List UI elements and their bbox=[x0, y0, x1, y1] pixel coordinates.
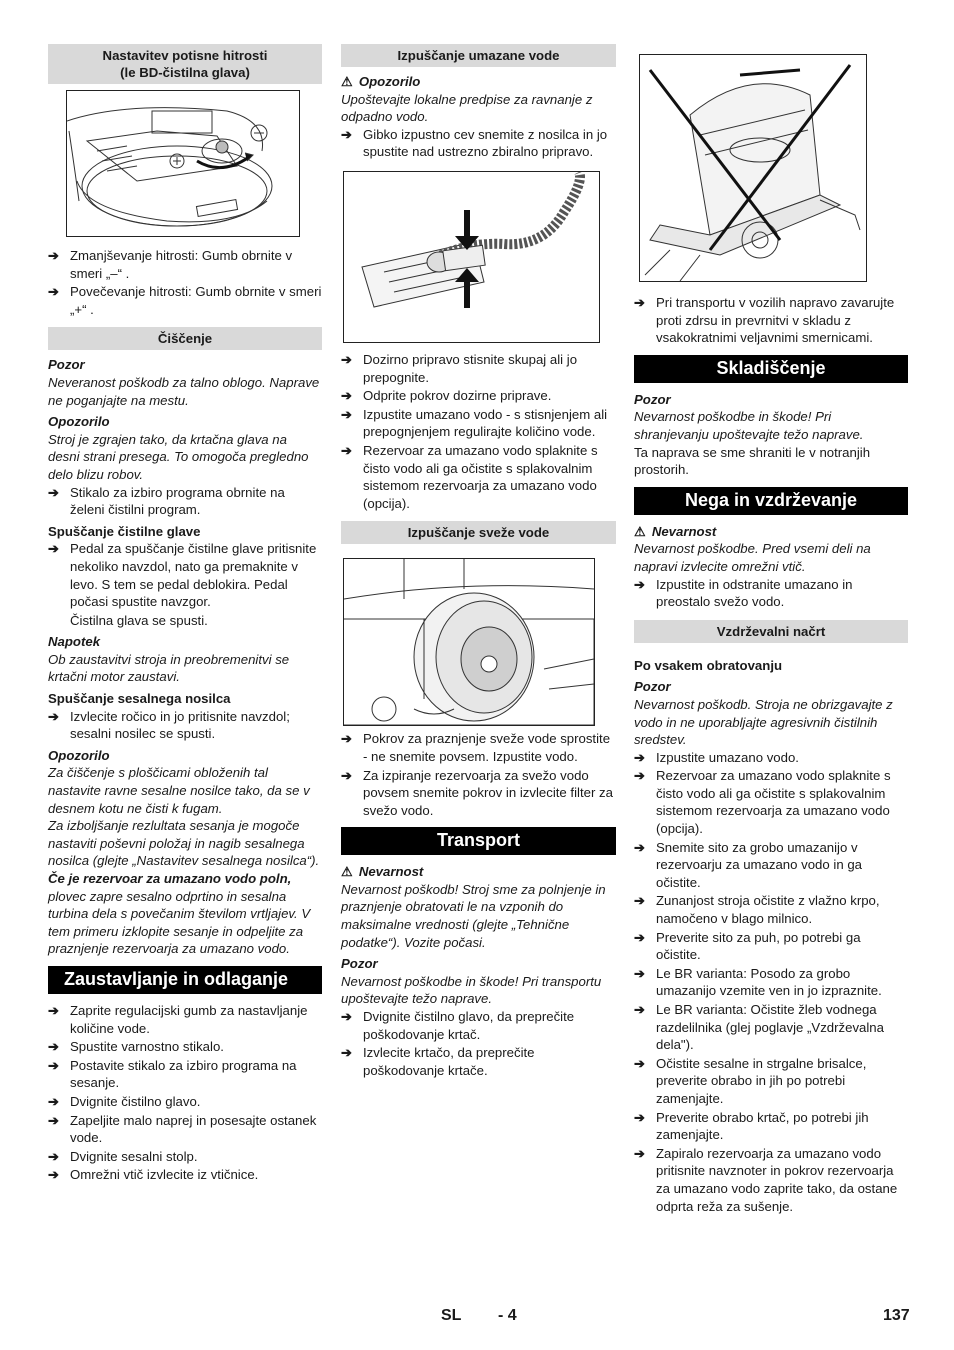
list-item: ➔ Dvignite sesalni stolp. bbox=[48, 1148, 198, 1164]
list-item: ➔ Zaprite regulacijski gumb za nastavljanje količine vode. bbox=[48, 1002, 308, 1036]
arrow-right-icon: ➔ bbox=[341, 1009, 353, 1025]
list-item: ➔ Zapiralo rezervoarja za umazano vodo pritisnite navznoter in pokrov rezervoarja za umazano vodo zaprite tako, da ostane odprta reža za sušenje. bbox=[634, 1145, 898, 1214]
figure-speed-knob bbox=[66, 90, 300, 237]
napotek-text: Ob zaustavitvi stroja in preobremenitvi se krtačni motor zaustavi. bbox=[48, 651, 290, 685]
arrow-right-icon: ➔ bbox=[341, 406, 353, 422]
arrow-right-icon: ➔ bbox=[341, 767, 353, 783]
arrow-right-icon: ➔ bbox=[48, 708, 60, 724]
list-item: ➔ Za izpiranje rezervoarja za svežo vodo povsem snemite pokrov in izvlecite filter za svežo vodo. bbox=[341, 767, 613, 818]
opozorilo-text: Stroj je zgrajen tako, da krtačna glava na desni strani presega. To omogoča pregledno delo blizu robov. bbox=[48, 431, 309, 482]
opozorilo-label: Opozorilo bbox=[48, 414, 110, 430]
arrow-right-icon: ➔ bbox=[48, 1057, 60, 1073]
column-3 bbox=[634, 44, 908, 1216]
arrow-right-icon: ➔ bbox=[634, 768, 646, 784]
list-item: ➔ Omrežni vtič izvlecite iz vtičnice. bbox=[48, 1167, 259, 1183]
warning-triangle-icon: ⚠ bbox=[634, 523, 646, 539]
list-item: ➔ Odprite pokrov dozirne priprave. bbox=[341, 388, 552, 404]
drain-hose-illustration bbox=[344, 172, 599, 342]
list-item: ➔ Spustite varnostno stikalo. bbox=[48, 1039, 224, 1055]
warning-triangle-icon: ⚠ bbox=[341, 864, 353, 880]
lower-suction-list bbox=[48, 708, 322, 743]
arrow-right-icon: ➔ bbox=[48, 541, 60, 557]
transport-list-3 bbox=[634, 294, 908, 347]
arrow-right-icon: ➔ bbox=[341, 351, 353, 367]
heading-lower-head: Spuščanje čistilne glave bbox=[48, 523, 201, 539]
arrow-right-icon: ➔ bbox=[48, 1002, 60, 1018]
opozorilo2-boldlead: Če je rezervoar za umazano vodo poln, bbox=[48, 871, 292, 886]
pozor2-text: Nevarnost poškodb. Stroja ne obrizgavajte z vodo in ne uporabljajte agresivnih čistilnih sredstev. bbox=[634, 696, 893, 748]
arrow-right-icon: ➔ bbox=[634, 965, 646, 981]
list-item: ➔ Stikalo za izbiro programa obrnite na želeni čistilni program. bbox=[48, 484, 285, 518]
heading-drain-dirty: Izpuščanje umazane vode bbox=[341, 44, 616, 67]
drain-fresh-list bbox=[341, 730, 616, 819]
arrow-right-icon: ➔ bbox=[48, 1112, 60, 1128]
column-2 bbox=[341, 44, 616, 1080]
list-item: ➔ Izpustite umazano vodo. bbox=[634, 749, 799, 765]
arrow-right-icon: ➔ bbox=[634, 929, 646, 945]
heading-care: Nega in vzdrževanje bbox=[634, 487, 908, 515]
footer-page-number: 137 bbox=[883, 1307, 910, 1324]
clean-list bbox=[48, 484, 322, 519]
figure-transport-straps bbox=[639, 54, 867, 282]
arrow-right-icon: ➔ bbox=[48, 1039, 60, 1055]
nevarnost-text: Nevarnost poškodbe. Pred vsemi deli na napravi izvlecite omrežni vtič. bbox=[634, 541, 871, 574]
opozorilo2-text3: Če je rezervoar za umazano vodo poln, plovec zapre sesalno odprtino in sesalna turbina dela s povečanim številom vrtljajev. V tem primeru izklopite sesanje in odpeljite za praznjenje rezervoarja za umazano vodo. bbox=[48, 871, 311, 957]
list-item: ➔ Izvlecite ročico in jo pritisnite navzdol; sesalni nosilec se spusti. bbox=[48, 708, 290, 742]
opozorilo2-text1: Za čiščenje s ploščicami obloženih tal nastavite ravne sesalne nosilce tako, da se v desnem kotu ne čisti k fugam. bbox=[48, 765, 310, 816]
list-item: ➔ Rezervoar za umazano vodo splaknite s čisto vodo ali ga očistite s splakovalnim sistemom rezervoarja za umazano vodo (opcija). bbox=[634, 768, 891, 837]
pozor-label: Pozor bbox=[48, 357, 85, 373]
list-item: ➔ Dozirno pripravo stisnite skupaj ali jo prepognite. bbox=[341, 351, 578, 385]
transport-list bbox=[341, 1008, 616, 1079]
list-item: ➔ Zapeljite malo naprej in posesajte ostanek vode. bbox=[48, 1112, 317, 1146]
heading-after-use: Po vsakem obratovanju bbox=[634, 657, 783, 673]
arrow-right-icon: ➔ bbox=[634, 295, 646, 310]
arrow-right-icon: ➔ bbox=[48, 1167, 60, 1183]
arrow-right-icon: ➔ bbox=[634, 1145, 646, 1161]
arrow-right-icon: ➔ bbox=[341, 731, 353, 747]
care-list bbox=[634, 576, 908, 611]
list-item: ➔ Povečevanje hitrosti: Gumb obrnite v smeri „+“ . bbox=[48, 284, 322, 317]
list-item: ➔ Izpustite umazano vodo - s stisnjenjem ali prepognjenjem regulirajte količino vode. bbox=[341, 406, 608, 440]
list-item: ➔ Izpustite in odstranite umazano in preostalo svežo vodo. bbox=[634, 576, 853, 610]
list-item: ➔ Rezervoar za umazano vodo splaknite s čisto vodo ali ga očistite s splakovalnim sistemom rezervoarja za umazano vodo (opcija). bbox=[341, 442, 598, 511]
list-item: ➔ Preverite obrabo krtač, po potrebi jih zamenjajte. bbox=[634, 1109, 869, 1143]
heading-cleaning: Čiščenje bbox=[48, 327, 322, 350]
arrow-right-icon: ➔ bbox=[48, 248, 60, 263]
arrow-right-icon: ➔ bbox=[48, 284, 60, 300]
list-item: ➔ Le BR varianta: Posodo za grobo umazanijo vzemite ven in jo izpraznite. bbox=[634, 965, 882, 999]
pozor-label: Pozor bbox=[341, 956, 378, 972]
arrow-right-icon: ➔ bbox=[48, 1093, 60, 1109]
heading-drain-fresh: Izpuščanje sveže vode bbox=[341, 521, 616, 544]
fresh-water-cap-illustration bbox=[344, 559, 594, 725]
list-item: ➔ Pri transportu v vozilih napravo zavarujte proti zdrsu in prevrnitvi v skladu z vsakokratnimi veljavnimi smernicami. bbox=[634, 295, 895, 346]
arrow-right-icon: ➔ bbox=[634, 893, 646, 909]
arrow-right-icon: ➔ bbox=[48, 484, 60, 500]
nevarnost-label: ⚠ Nevarnost bbox=[341, 864, 424, 880]
speed-list bbox=[48, 247, 322, 318]
list-item: ➔ Zmanjševanje hitrosti: Gumb obrnite v smeri „–“ . bbox=[48, 248, 293, 281]
warning-triangle-icon: ⚠ bbox=[341, 74, 353, 89]
figure-fresh-water-cap bbox=[343, 558, 595, 726]
napotek-label: Napotek bbox=[48, 634, 101, 650]
arrow-right-icon: ➔ bbox=[341, 1045, 353, 1061]
list-item: ➔ Zunanjost stroja očistite z vlažno krpo, namočeno v blago milnico. bbox=[634, 893, 880, 927]
transport-straps-illustration bbox=[640, 55, 866, 281]
heading-stop: Zaustavljanje in odlaganje bbox=[48, 966, 322, 994]
list-item: ➔ Pedal za spuščanje čistilne glave pritisnite nekoliko navzdol, nato ga premaknite v levo. S tem se pedal deblokira. Pedal počasi spustite navzgor. bbox=[48, 541, 317, 610]
opozorilo-text: Upoštevajte lokalne predpise za ravnanje z odpadno vodo. bbox=[341, 91, 593, 125]
arrow-right-icon: ➔ bbox=[341, 388, 353, 404]
opozorilo-label: ⚠ Opozorilo bbox=[341, 74, 421, 89]
arrow-right-icon: ➔ bbox=[341, 442, 353, 458]
list-item: ➔ Preverite sito za puh, po potrebi ga očistite. bbox=[634, 929, 861, 963]
list-item: ➔ Očistite sesalne in strgalne brisalce, preverite obrabo in jih po potrebi zamenjajte. bbox=[634, 1055, 867, 1106]
pozor-label: Pozor bbox=[634, 391, 671, 407]
list-item: ➔ Izvlecite krtačo, da preprečite poškodovanje krtače. bbox=[341, 1045, 535, 1078]
heading-speed: Nastavitev potisne hitrosti (le BD-čistilna glava) bbox=[48, 44, 322, 84]
arrow-right-icon: ➔ bbox=[634, 749, 646, 765]
arrow-right-icon: ➔ bbox=[634, 1109, 646, 1125]
nevarnost-text: Nevarnost poškodb! Stroj sme za polnjenje in praznjenje obratovati le na vzponih do maksimalne vrednosti (glejte „Tehnične podatke“). Vozite počasi. bbox=[341, 881, 606, 950]
list-item: ➔ Dvignite čistilno glavo, da preprečite poškodovanje krtač. bbox=[341, 1009, 575, 1042]
speed-knob-illustration bbox=[67, 91, 299, 236]
heading-maintenance-plan: Vzdrževalni načrt bbox=[634, 620, 908, 643]
arrow-right-icon: ➔ bbox=[634, 1055, 646, 1071]
drain-dirty-list-b bbox=[341, 351, 616, 512]
list-item: ➔ Le BR varianta: Očistite žleb vodnega razdelilnika (glej poglavje „Vzdrževalna dela"). bbox=[634, 1002, 884, 1053]
heading-storage: Skladiščenje bbox=[634, 355, 908, 383]
heading-transport: Transport bbox=[341, 827, 616, 855]
pozor-text: Nevarnost poškodbe in škode! Pri transportu upoštevajte težo naprave. bbox=[341, 973, 602, 1007]
arrow-right-icon: ➔ bbox=[634, 1002, 646, 1017]
opozorilo2-label: Opozorilo bbox=[48, 747, 110, 763]
storage-text: Ta naprava se sme shraniti le v notranjih prostorih. bbox=[634, 444, 871, 478]
pozor-text: Neveranost poškodb za talno oblogo. Naprave ne poganjajte na mestu. bbox=[48, 374, 320, 408]
nevarnost-label: ⚠ Nevarnost bbox=[634, 523, 717, 539]
arrow-right-icon: ➔ bbox=[634, 839, 646, 855]
lower-head-result: Čistilna glava se spusti. bbox=[70, 612, 208, 628]
drain-dirty-list-a bbox=[341, 126, 616, 161]
list-item: ➔ Postavite stikalo za izbiro programa na sesanje. bbox=[48, 1057, 297, 1091]
opozorilo2-text2: Za izboljšanje rezlultata sesanja je mogoče nastaviti poševni položaj in nagib sesalnega nosilca (glejte „Nastavitev sesalnega nosilca“). bbox=[48, 818, 320, 869]
stop-list bbox=[48, 1002, 322, 1184]
pozor-text: Nevarnost poškodbe in škode! Pri shranjevanju upoštevajte težo naprave. bbox=[634, 409, 864, 442]
arrow-right-icon: ➔ bbox=[341, 126, 353, 142]
lower-head-list bbox=[48, 540, 322, 610]
footer-local-page: - 4 bbox=[498, 1307, 517, 1324]
column-1 bbox=[48, 44, 322, 1185]
arrow-right-icon: ➔ bbox=[48, 1148, 60, 1164]
footer-language: SL bbox=[441, 1307, 462, 1324]
list-item: ➔ Gibko izpustno cev snemite z nosilca in jo spustite nad ustrezno zbiralno pripravo. bbox=[341, 126, 608, 160]
arrow-right-icon: ➔ bbox=[634, 576, 646, 592]
pozor2-label: Pozor bbox=[634, 679, 671, 695]
list-item: ➔ Dvignite čistilno glavo. bbox=[48, 1093, 201, 1109]
after-use-list bbox=[634, 749, 908, 1215]
figure-drain-hose bbox=[343, 171, 600, 343]
list-item: ➔ Pokrov za praznjenje sveže vode sprostite - ne snemite povsem. Izpustite vodo. bbox=[341, 731, 611, 764]
list-item: ➔ Snemite sito za grobo umazanijo v rezervoarju za umazano vodo in ga očistite. bbox=[634, 839, 862, 890]
heading-lower-suction: Spuščanje sesalnega nosilca bbox=[48, 691, 231, 707]
